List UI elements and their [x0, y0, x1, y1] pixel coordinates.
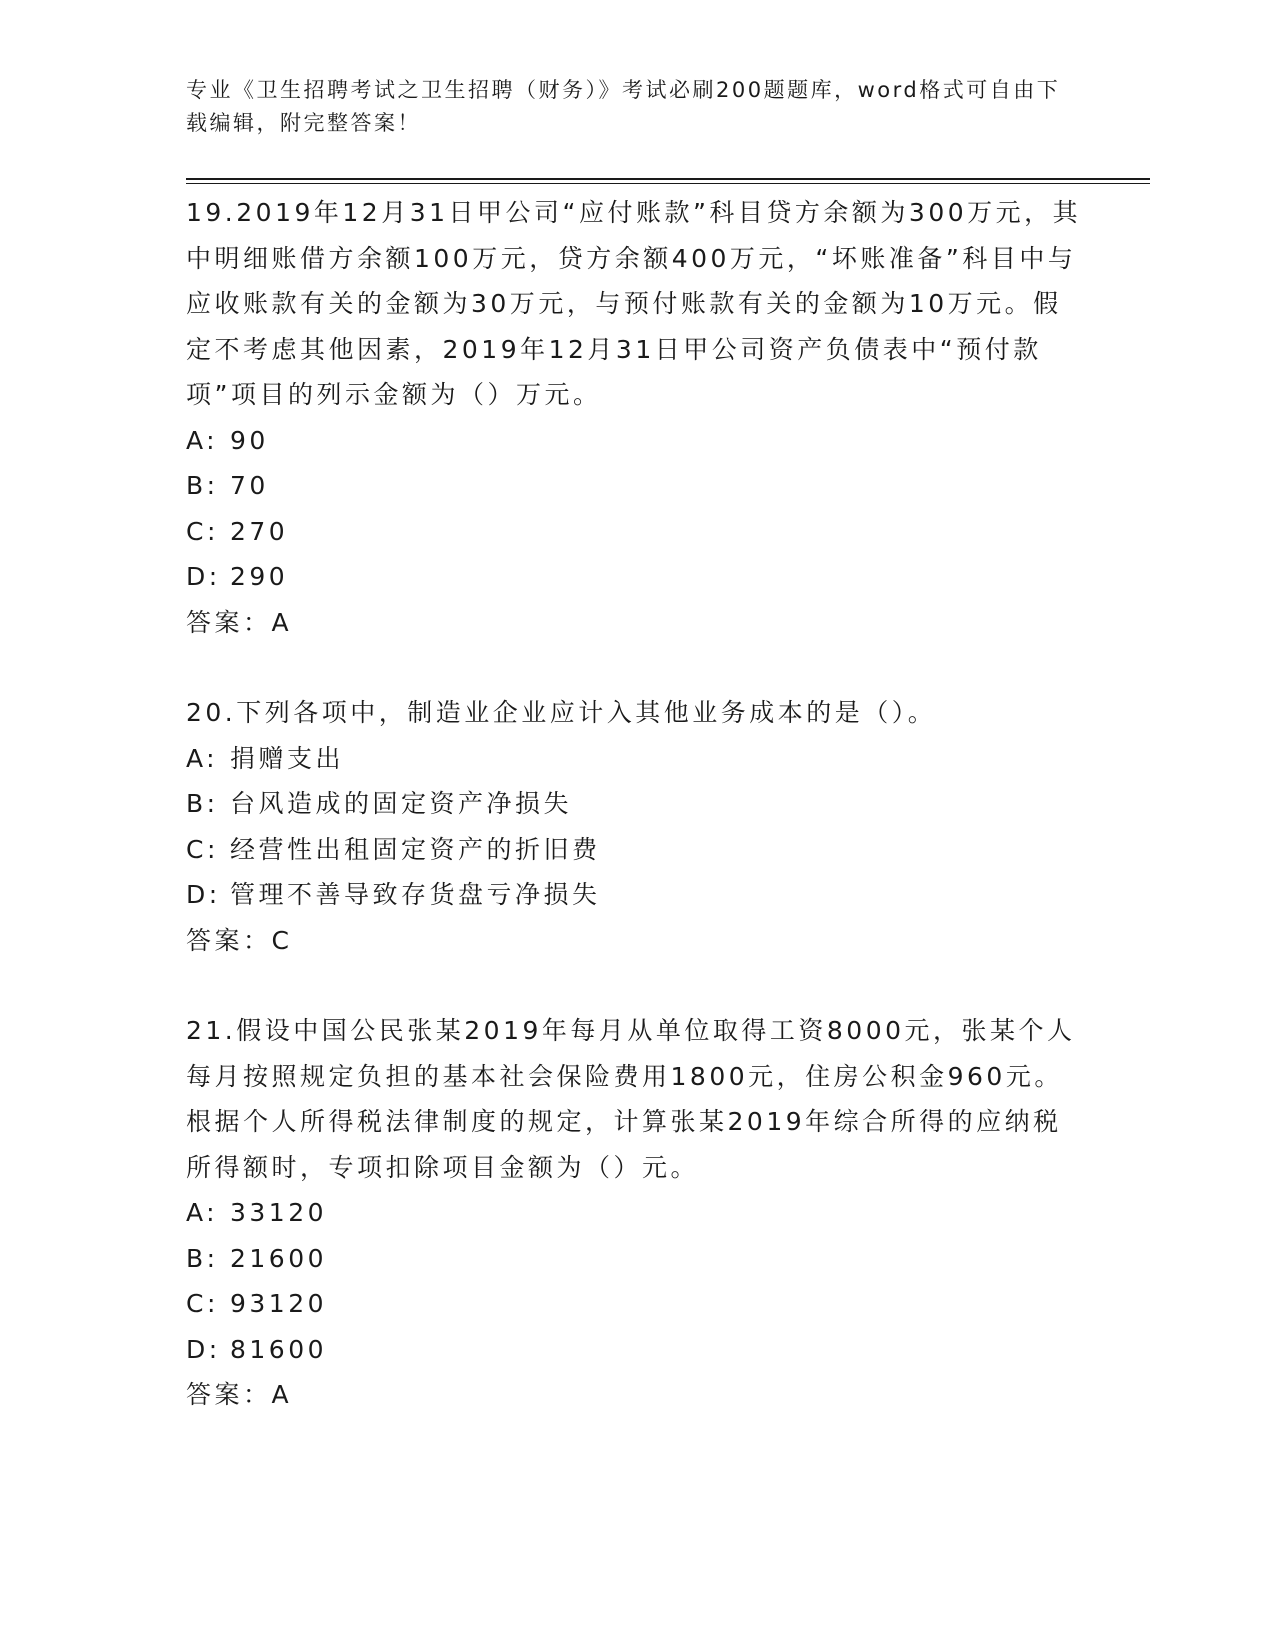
option-letter: C: — [186, 834, 219, 864]
answer-line: 答案：A — [186, 1380, 293, 1409]
header-divider-thick — [186, 178, 1150, 180]
option-text: 21600 — [230, 1243, 328, 1273]
question-stem: 21.假设中国公民张某2019年每月从单位取得工资8000元，张某个人每月按照规定负担的基本社会保险费用1800元，住房公积金960元。根据个人所得税法律制度的规定，计算张某2019年综合所得的应纳税所得额时，专项扣除项目金额为（）元。 — [186, 1016, 1076, 1182]
option-text: 台风造成的固定资产净损失 — [230, 789, 573, 818]
option-b — [186, 781, 1086, 827]
option-text: 经营性出租固定资产的折旧费 — [230, 834, 601, 864]
option-text: 70 — [230, 471, 269, 500]
question-stem: 20.下列各项中，制造业企业应计入其他业务成本的是（）。 — [186, 698, 937, 727]
option-d — [186, 1327, 1086, 1373]
option-text: 管理不善导致存货盘亏净损失 — [230, 880, 601, 909]
option-b — [186, 1236, 1086, 1282]
option-a — [186, 736, 1086, 782]
option-letter: D: — [186, 880, 221, 909]
option-letter: A: — [186, 425, 219, 455]
answer-line: 答案：C — [186, 925, 293, 955]
question-19 — [186, 190, 1086, 645]
option-a — [186, 1190, 1086, 1236]
question-gap — [186, 963, 1086, 1008]
header-divider-thin — [186, 183, 1150, 184]
option-letter: B: — [186, 789, 219, 818]
option-c — [186, 827, 1086, 873]
document-header: 专业《卫生招聘考试之卫生招聘（财务）》考试必刷200题题库，word格式可自由下载编辑，附完整答案！ — [186, 78, 1061, 135]
question-stem: 19.2019年12月31日甲公司“应付账款”科目贷方余额为300万元，其中明细账借方余额100万元，贷方余额400万元，“坏账准备”科目中与应收账款有关的金额为30万元，与预付账款有关的金额为10万元。假定不考虑其他因素，2019年12月31日甲公司资产负债表中“预付款项”项目的列示金额为（）万元。 — [186, 198, 1082, 409]
option-letter: C: — [186, 516, 219, 546]
option-letter: C: — [186, 1289, 219, 1318]
option-text: 捐赠支出 — [230, 743, 345, 773]
option-letter: B: — [186, 471, 219, 500]
option-text: 290 — [230, 562, 289, 591]
option-letter: A: — [186, 743, 219, 773]
option-text: 33120 — [230, 1198, 328, 1227]
option-letter: D: — [186, 1334, 221, 1364]
option-d — [186, 872, 1086, 918]
question-list — [186, 190, 1086, 1418]
option-letter: A: — [186, 1198, 219, 1227]
question-21 — [186, 1008, 1086, 1418]
option-letter: B: — [186, 1243, 219, 1273]
option-d — [186, 554, 1086, 600]
question-20 — [186, 690, 1086, 963]
option-text: 93120 — [230, 1289, 328, 1318]
option-text: 81600 — [230, 1334, 328, 1364]
option-c — [186, 509, 1086, 555]
question-gap — [186, 645, 1086, 690]
option-text: 270 — [230, 516, 289, 546]
option-a — [186, 418, 1086, 464]
option-c — [186, 1281, 1086, 1327]
answer-line: 答案：A — [186, 607, 293, 637]
option-letter: D: — [186, 562, 221, 591]
option-text: 90 — [230, 425, 269, 455]
option-b — [186, 463, 1086, 509]
